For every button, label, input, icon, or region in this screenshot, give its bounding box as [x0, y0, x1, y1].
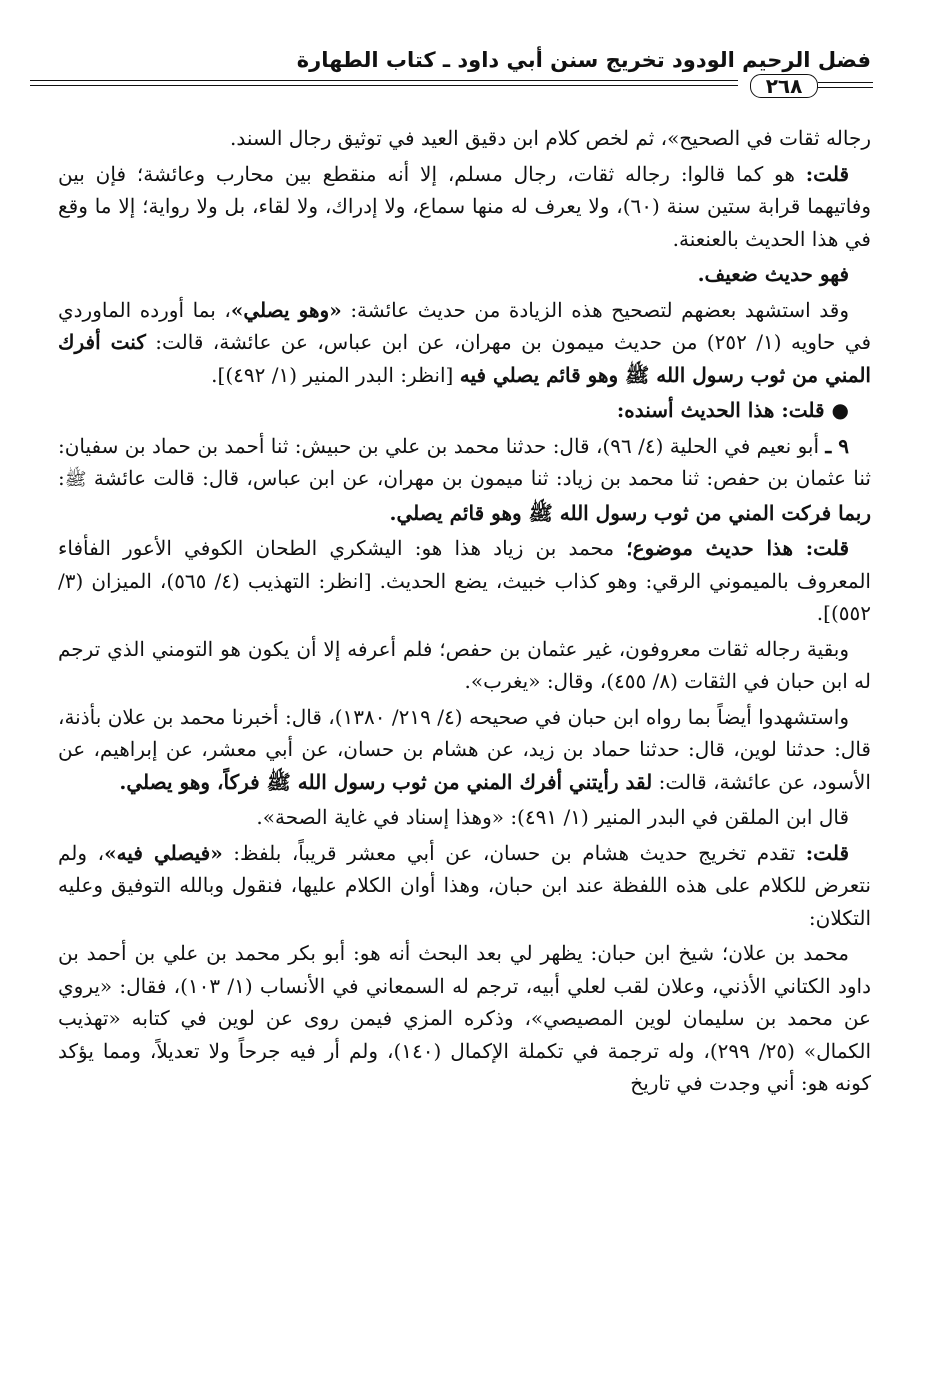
paragraph-text: قال ابن الملقن في البدر المنير (١/ ٤٩١): «وهذا إسناد في غاية الصحة».: [256, 805, 849, 829]
paragraph: [58, 701, 871, 799]
paragraph: [58, 937, 871, 1100]
header-rule-line: [30, 80, 738, 81]
paragraph-text: أبو نعيم في الحلية (٤/ ٩٦)، قال: حدثنا محمد بن علي بن حبيش: ثنا أحمد بن حماد بن سفيان: ثنا عثمان بن حفص: ثنا محمد بن زياد: ثنا ميمون بن مهران، عن ابن عباس، قال: قالت عائشة: [58, 433, 871, 490]
honorific-glyph: ﷺ: [64, 469, 87, 490]
paragraph: [58, 633, 871, 698]
bullet-icon: ●: [831, 398, 849, 422]
paragraph: [58, 294, 871, 392]
paragraph-text: رجاله ثقات في الصحيح»، ثم لخص كلام ابن دقيق العيد في توثيق رجال السند.: [230, 126, 871, 150]
heading-text: قلت: هذا الحديث أسنده:: [616, 398, 825, 422]
body-text: [58, 122, 871, 1103]
hadith-quote: «وهو يصلي»: [230, 297, 342, 322]
header-rule: [30, 74, 873, 96]
hadith-number: ٩ ـ: [825, 433, 850, 458]
paragraph-text: وبقية رجاله ثقات معروفون، غير عثمان بن حفص؛ فلم أعرفه إلا أن يكون هو التومني الذي ترجم له ابن حبان في الثقات (٨/ ٤٥٥)، وقال: «يغرب».: [58, 636, 871, 693]
running-title: فضل الرحيم الودود تخريج سنن أبي داود ـ كتاب الطهارة: [296, 48, 871, 72]
paragraph-hadith: [58, 430, 871, 530]
note-label: قلت: هذا حديث موضوع؛: [626, 536, 849, 560]
paragraph-heading: [58, 394, 871, 427]
header-rule-line: [818, 87, 873, 88]
paragraph: [58, 158, 871, 256]
paragraph: [58, 122, 871, 155]
paragraph-text: محمد بن زياد هذا هو: اليشكري الطحان الكوفي الأعور الفأفاء المعروف بالميموني الرقي: وهو كذاب خبيث، يضع الحديث. [انظر: التهذيب (٤/ ٥٦٥)، الميزان (٣/ ٥٥٢)].: [58, 536, 871, 625]
paragraph-text: وقد استشهد بعضهم لتصحيح هذه الزيادة من حديث عائشة:: [350, 297, 850, 322]
note-label: قلت:: [805, 840, 849, 865]
paragraph: [58, 801, 871, 834]
paragraph: [58, 532, 871, 630]
page-header: [40, 44, 875, 76]
page-number-text: ٢٦٨: [765, 74, 803, 98]
hadith-quote: «فيصلي فيه»: [104, 840, 223, 865]
paragraph-ruling: [58, 258, 871, 291]
hadith-quote: لقد رأيتني أفرك المني من ثوب رسول الله ﷺ فركاً، وهو يصلي.: [119, 769, 653, 794]
paragraph-text: :: [58, 466, 65, 490]
header-rule-line: [30, 85, 738, 86]
paragraph-text: ، بما أورده الماوردي في حاويه (١/ ٢٥٢) من حديث ميمون بن مهران، عن ابن عباس، عن عائشة، قالت:: [58, 297, 872, 354]
paragraph-text: واستشهدوا أيضاً بما رواه ابن حبان في صحيحه (٤/ ٢١٩/ ١٣٨٠)، قال: أخبرنا محمد بن علان بأذنة، قال: حدثنا لوين، قال: حدثنا حماد بن زيد، عن هشام بن حسان، عن أبي معشر، عن إبراهيم، عن الأسود، عن عائشة، قالت:: [58, 704, 871, 794]
paragraph-text: ، ولم نتعرض للكلام على هذه اللفظة عند ابن حبان، وهذا أوان الكلام عليها، فنقول وبالله التوفيق وعليه التكلان:: [58, 840, 871, 930]
paragraph-text: تقدم تخريج حديث هشام بن حسان، عن أبي معشر قريباً، بلفظ:: [233, 840, 796, 865]
page-number: [750, 74, 818, 98]
ruling-text: فهو حديث ضعيف.: [697, 262, 849, 286]
paragraph-text: محمد بن علان؛ شيخ ابن حبان: يظهر لي بعد البحث أنه هو: أبو بكر محمد بن علي بن أحمد بن داود الكتاني الأذني، وعلان لقب لعلي أبيه، ترجم له السمعاني في الأنساب (١/ ١٠٣)، فقال: «يروي عن محمد بن سليمان لوين المصيصي»، وذكره المزي فيمن روى عن لوين في كتابه «تهذيب الكمال» (٢٥/ ٢٩٩)، وله ترجمة في تكملة الإكمال (١٤٠)، ولم أر فيه جرحاً ولا تعديلاً، ومما يؤكد كونه هو: أني وجدت في تاريخ: [58, 941, 872, 1095]
hadith-quote: كنت أفرك المني من ثوب رسول الله ﷺ وهو قائم يصلي فيه: [58, 330, 871, 387]
reference-text: [انظر: البدر المنير (١/ ٤٩٢)].: [211, 362, 454, 387]
hadith-quote: ربما فركت المني من ثوب رسول الله ﷺ وهو قائم يصلي.: [389, 500, 871, 525]
note-label: قلت:: [805, 161, 849, 186]
paragraph: [58, 837, 871, 935]
paragraph-text: هو كما قالوا: رجاله ثقات، رجال مسلم، إلا أنه منقطع بين محارب وعائشة؛ فإن بين وفاتيهما قرابة ستين سنة (٦٠)، ولا يعرف له منها سماع، ولا إدراك، ولا لقاء، بل ولا رواية؛ إلا ما وقع في هذا الحديث بالعنعنة.: [58, 161, 872, 251]
header-rule-line: [818, 82, 873, 83]
